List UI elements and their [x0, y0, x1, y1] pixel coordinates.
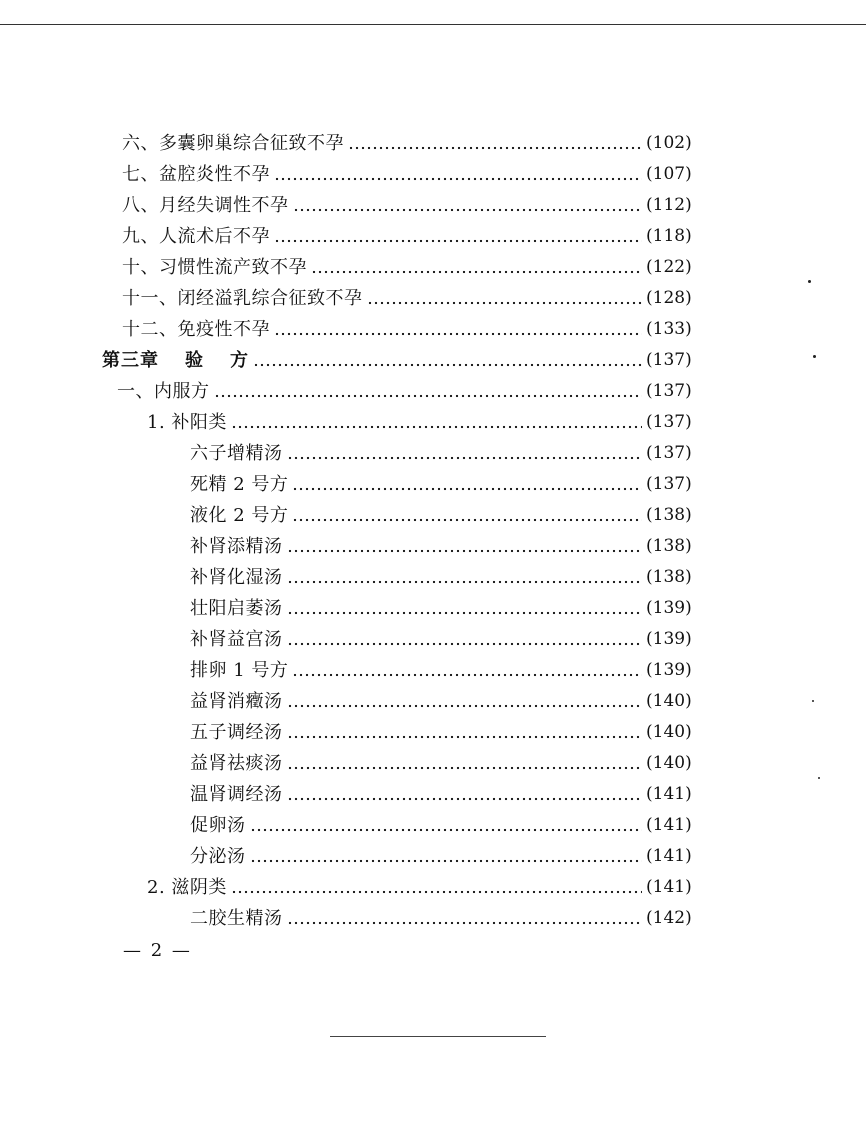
scan-speck — [812, 700, 814, 702]
dot-leader — [293, 190, 643, 221]
dot-leader — [292, 655, 642, 686]
toc-entry-page: (102) — [646, 133, 692, 153]
toc-entry[interactable] — [0, 221, 714, 252]
chapter-title-part: 验 — [185, 350, 204, 371]
bottom-rule — [330, 1036, 546, 1037]
toc-entry[interactable] — [0, 748, 714, 779]
toc-entry[interactable] — [0, 903, 714, 934]
dot-leader — [287, 593, 643, 624]
toc-entry-label: 六、多囊卵巢综合征致不孕 — [122, 133, 344, 154]
scan-speck — [813, 355, 816, 358]
toc-entry-page: (137) — [646, 443, 692, 463]
dot-leader — [287, 779, 643, 810]
toc-entry[interactable] — [0, 562, 714, 593]
toc-entry[interactable] — [0, 593, 714, 624]
toc-entry[interactable] — [0, 190, 714, 221]
dot-leader — [274, 159, 642, 190]
toc-entry[interactable] — [0, 407, 714, 438]
dot-leader — [287, 748, 643, 779]
toc-entry-label: 温肾调经汤 — [190, 784, 283, 805]
scan-speck — [808, 280, 811, 283]
toc-entry-page: (112) — [646, 195, 692, 215]
dot-leader — [274, 314, 642, 345]
toc-entry[interactable] — [0, 655, 714, 686]
toc-entry[interactable] — [0, 252, 714, 283]
toc-entry-label: 五子调经汤 — [190, 722, 283, 743]
toc-entry-page: (139) — [646, 598, 692, 618]
toc-entry-label: 一、内服方 — [117, 381, 210, 402]
dot-leader — [253, 345, 642, 376]
toc-entry-label: 2. 滋阴类 — [147, 877, 227, 898]
dot-leader — [311, 252, 642, 283]
page-number: — 2 — — [123, 940, 192, 961]
toc-entry-label: 排卵 1 号方 — [190, 660, 289, 681]
toc-entry-label: 八、月经失调性不孕 — [122, 195, 289, 216]
dot-leader — [367, 283, 643, 314]
toc-entry[interactable] — [0, 469, 714, 500]
toc-entry-page: (133) — [646, 319, 692, 339]
toc-entry-page: (137) — [646, 412, 692, 432]
toc-entry-label: 促卵汤 — [190, 815, 246, 836]
toc-entry[interactable] — [0, 159, 714, 190]
toc-entry-page: (141) — [646, 815, 692, 835]
dot-leader — [250, 810, 643, 841]
toc-entry[interactable] — [0, 500, 714, 531]
toc-entry-page: (141) — [646, 846, 692, 866]
dot-leader — [274, 221, 642, 252]
toc-entry[interactable] — [0, 717, 714, 748]
dot-leader — [231, 872, 642, 903]
dot-leader — [287, 624, 643, 655]
toc-entry-label: 七、盆腔炎性不孕 — [122, 164, 270, 185]
dot-leader — [287, 531, 643, 562]
toc-entry-page: (139) — [646, 660, 692, 680]
toc-entry-page: (122) — [646, 257, 692, 277]
toc-entry-page: (139) — [646, 629, 692, 649]
toc-entry-page: (141) — [646, 877, 692, 897]
toc-entry-label: 益肾祛痰汤 — [190, 753, 283, 774]
table-of-contents — [0, 128, 866, 934]
toc-entry[interactable] — [0, 810, 714, 841]
toc-entry-page: (140) — [646, 753, 692, 773]
toc-chapter-label — [102, 345, 249, 376]
dot-leader — [287, 686, 643, 717]
dot-leader — [292, 469, 642, 500]
toc-entry[interactable] — [0, 438, 714, 469]
toc-entry[interactable] — [0, 872, 714, 903]
dot-leader — [231, 407, 642, 438]
scan-speck — [818, 777, 820, 779]
toc-entry-label: 液化 2 号方 — [190, 505, 289, 526]
toc-entry-label: 补肾益宫汤 — [190, 629, 283, 650]
toc-entry[interactable] — [0, 779, 714, 810]
toc-entry-page: (107) — [646, 164, 692, 184]
dot-leader — [292, 500, 642, 531]
toc-entry-page: (140) — [646, 722, 692, 742]
toc-entry[interactable] — [0, 283, 714, 314]
top-rule — [0, 24, 866, 25]
dot-leader — [250, 841, 643, 872]
toc-entry[interactable] — [0, 686, 714, 717]
toc-entry-label: 分泌汤 — [190, 846, 246, 867]
toc-entry-label: 壮阳启萎汤 — [190, 598, 283, 619]
toc-entry-page: (137) — [646, 474, 692, 494]
toc-entry-label: 死精 2 号方 — [190, 474, 289, 495]
toc-entry[interactable] — [0, 624, 714, 655]
chapter-title-part: 方 — [230, 350, 249, 371]
toc-entry[interactable] — [0, 314, 714, 345]
toc-entry-label: 补肾化湿汤 — [190, 567, 283, 588]
dot-leader — [214, 376, 643, 407]
toc-entry-page: (128) — [646, 288, 692, 308]
toc-entry[interactable] — [0, 128, 714, 159]
toc-entry-page: (118) — [646, 226, 692, 246]
toc-entry-label: 九、人流术后不孕 — [122, 226, 270, 247]
toc-entry-label: 十二、免疫性不孕 — [122, 319, 270, 340]
chapter-number: 第三章 — [102, 350, 159, 371]
toc-entry-page: (138) — [646, 567, 692, 587]
toc-entry-page: (137) — [646, 381, 692, 401]
toc-entry-label: 十一、闭经溢乳综合征致不孕 — [122, 288, 363, 309]
toc-entry[interactable] — [0, 841, 714, 872]
dot-leader — [287, 903, 643, 934]
toc-entry-label: 二胶生精汤 — [190, 908, 283, 929]
toc-entry-page: (138) — [646, 536, 692, 556]
toc-entry-page: (142) — [646, 908, 692, 928]
toc-entry-page: (137) — [646, 350, 692, 370]
toc-entry-page: (141) — [646, 784, 692, 804]
toc-entry[interactable] — [0, 376, 714, 407]
toc-chapter-entry[interactable] — [0, 345, 714, 376]
toc-entry-label: 1. 补阳类 — [147, 412, 227, 433]
toc-entry-label: 六子增精汤 — [190, 443, 283, 464]
toc-entry-page: (138) — [646, 505, 692, 525]
toc-entry[interactable] — [0, 531, 714, 562]
toc-entry-page: (140) — [646, 691, 692, 711]
toc-entry-label: 益肾消癥汤 — [190, 691, 283, 712]
toc-entry-label: 十、习惯性流产致不孕 — [122, 257, 307, 278]
dot-leader — [287, 438, 643, 469]
dot-leader — [348, 128, 642, 159]
toc-entry-label: 补肾添精汤 — [190, 536, 283, 557]
dot-leader — [287, 717, 643, 748]
dot-leader — [287, 562, 643, 593]
